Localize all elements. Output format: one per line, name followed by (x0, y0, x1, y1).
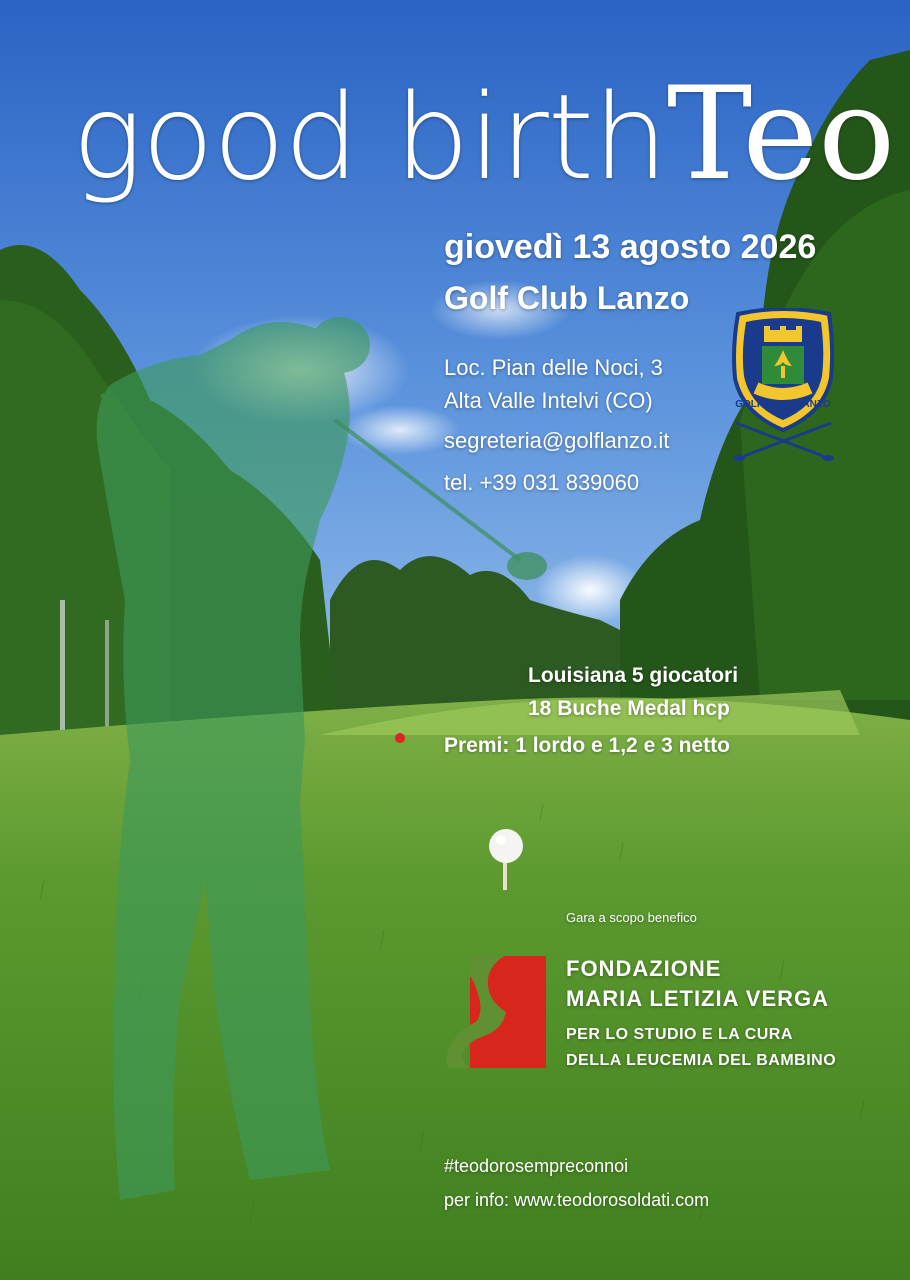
contact-phone[interactable]: tel. +39 031 839060 (444, 470, 640, 495)
info-link[interactable]: per info: www.teodorosoldati.com (444, 1190, 710, 1210)
golf-club-lanzo-logo (726, 308, 841, 468)
title-teo: Teo (666, 60, 896, 209)
game-prizes: Premi: 1 lordo e 1,2 e 3 netto (444, 734, 730, 757)
charity-sub-line-1: PER LO STUDIO E LA CURA (566, 1026, 793, 1043)
game-holes: 18 Buche Medal hcp (528, 697, 730, 720)
charity-name-line-1: FONDAZIONE (566, 956, 722, 981)
contact-email[interactable]: segreteria@golflanzo.it (444, 428, 670, 453)
title-good-birth: good birth (72, 68, 667, 206)
event-title (72, 60, 896, 209)
fondazione-logo (444, 954, 548, 1070)
event-date: giovedì 13 agosto 2026 (444, 228, 817, 266)
event-club: Golf Club Lanzo (444, 280, 690, 316)
charity-name-line-2: MARIA LETIZIA VERGA (566, 986, 830, 1011)
address-line-2: Alta Valle Intelvi (CO) (444, 388, 653, 413)
club-logo-text: GOLF CLUB LANZO (735, 399, 831, 410)
address-line-1: Loc. Pian delle Noci, 3 (444, 355, 663, 380)
charity-sub-line-2: DELLA LEUCEMIA DEL BAMBINO (566, 1052, 837, 1069)
game-format: Louisiana 5 giocatori (528, 664, 739, 687)
hashtag: #teodorosempreconnoi (444, 1156, 629, 1176)
charity-note: Gara a scopo benefico (566, 910, 697, 925)
